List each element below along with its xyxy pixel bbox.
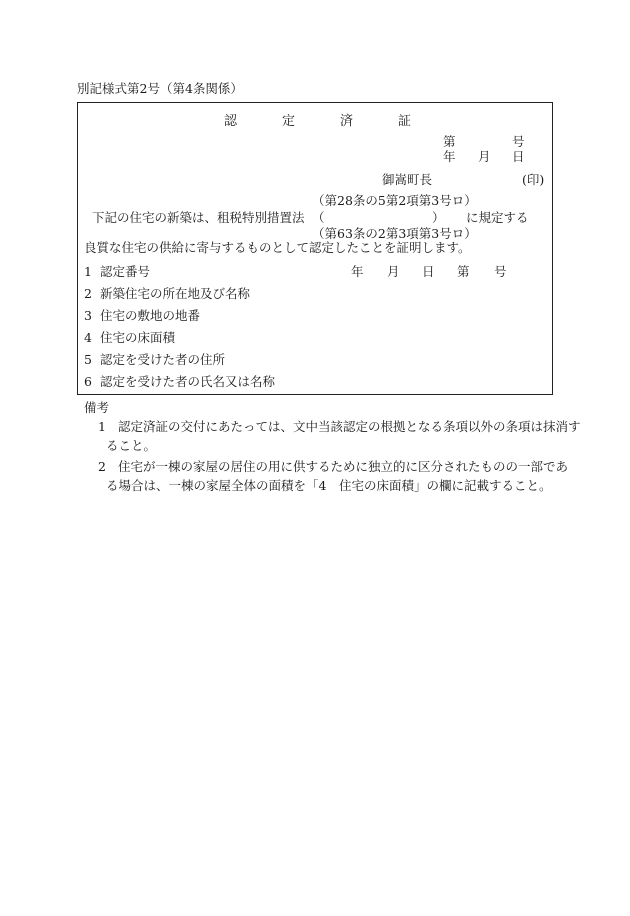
item-label: 住宅の敷地の地番 — [100, 308, 201, 323]
body-line-2: 良質な住宅の供給に寄与するものとして認定したことを証明します。 — [84, 240, 471, 255]
date-year: 年 — [443, 149, 456, 164]
list-item — [84, 266, 150, 279]
note-1-line-1: 認定済証の交付にあたっては、文中当該認定の根拠となる条項以外の条項は抹消す — [118, 419, 581, 434]
item-label: 認定を受けた者の氏名又は名称 — [100, 374, 276, 389]
title-char: 認 — [224, 114, 238, 129]
note-1-line-2: ること。 — [106, 438, 157, 453]
date-month: 月 — [478, 149, 491, 164]
item-number: 4 — [84, 330, 92, 345]
issuer-name: 御嵩町長 — [382, 172, 433, 187]
item1-month: 月 — [387, 264, 400, 279]
seal-mark: (印) — [522, 172, 545, 187]
item1-no-suffix: 号 — [494, 264, 507, 279]
article-option-2: （第63条の2第3項第3号ロ） — [312, 226, 477, 241]
note-2-line-2: る場合は、一棟の家屋全体の面積を「4 住宅の床面積」の欄に記載すること。 — [106, 478, 552, 493]
item-number: 3 — [84, 308, 92, 323]
title-char: 定 — [282, 114, 296, 129]
body-lead: 下記の住宅の新築は、租税特別措置法 — [92, 210, 305, 225]
item-label: 認定番号 — [100, 264, 151, 279]
title-char: 証 — [398, 114, 412, 129]
item-label: 新築住宅の所在地及び名称 — [100, 286, 251, 301]
article-option-1: （第28条の5第2項第3号ロ） — [312, 193, 477, 208]
notes-heading: 備考 — [84, 400, 110, 415]
list-item — [84, 376, 275, 389]
list-item — [84, 288, 250, 301]
body-tail: に規定する — [466, 210, 529, 225]
certificate-title — [224, 115, 456, 128]
list-item — [84, 310, 200, 323]
note-1-number: 1 — [98, 419, 106, 434]
list-item — [84, 354, 225, 367]
date-day: 日 — [512, 149, 525, 164]
item-label: 認定を受けた者の住所 — [100, 352, 226, 367]
number-suffix: 号 — [512, 134, 525, 149]
item-number: 2 — [84, 286, 92, 301]
note-2-number: 2 — [98, 459, 106, 474]
item1-day: 日 — [422, 264, 435, 279]
number-prefix: 第 — [443, 134, 456, 149]
form-label: 別記様式第2号（第4条関係） — [77, 81, 243, 96]
item-number: 5 — [84, 352, 92, 367]
item1-no-prefix: 第 — [457, 264, 470, 279]
title-char: 済 — [340, 114, 354, 129]
item1-year: 年 — [351, 264, 364, 279]
list-item — [84, 332, 175, 345]
article-option-blank-open: （ — [312, 210, 325, 225]
note-2-line-1: 住宅が一棟の家屋の居住の用に供するために独立的に区分されたものの一部であ — [118, 459, 569, 474]
item-number: 6 — [84, 374, 92, 389]
item-number: 1 — [84, 264, 92, 279]
item-label: 住宅の床面積 — [100, 330, 176, 345]
article-option-blank-close: ） — [432, 210, 445, 225]
